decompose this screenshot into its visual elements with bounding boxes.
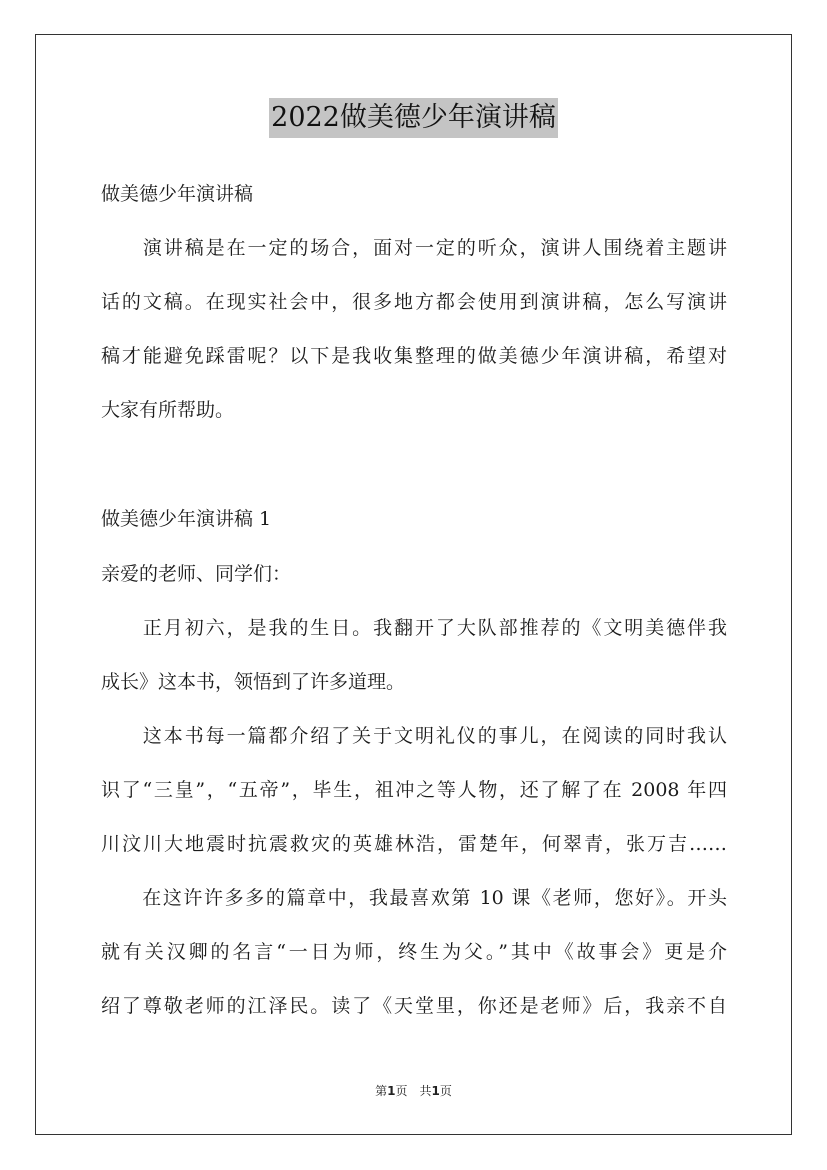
footer-page-number: 1 [387,1084,396,1098]
section-heading: 做美德少年演讲稿 1 [101,508,272,530]
paragraph-line: 稿才能避免踩雷呢？以下是我收集整理的做美德少年演讲稿，希望对 [101,345,727,367]
paragraph-line: 话的文稿。在现实社会中，很多地方都会使用到演讲稿，怎么写演讲 [101,291,727,313]
paragraph-line: 这本书每一篇都介绍了关于文明礼仪的事儿，在阅读的同时我认 [101,725,727,747]
paragraph-line: 正月初六，是我的生日。我翻开了大队部推荐的《文明美德伴我 [101,617,727,639]
paragraph-line: 大家有所帮助。 [101,399,235,421]
document-title: 2022做美德少年演讲稿 [269,98,558,138]
paragraph-line: 就有关汉卿的名言“一日为师，终生为父。”其中《故事会》更是介 [101,941,727,963]
footer-page-suffix: 页 [439,1084,452,1098]
footer-page-mid: 页 共 [395,1084,432,1098]
page-footer [0,1083,827,1099]
salutation: 亲爱的老师、同学们： [101,563,292,585]
paragraph-line: 川汶川大地震时抗震救灾的英雄林浩，雷楚年，何翠青，张万吉…… [101,833,727,855]
paragraph-line: 在这许许多多的篇章中，我最喜欢第 10 课《老师，您好》。开头 [101,887,727,909]
title-container [0,98,827,138]
paragraph-line: 绍了尊敬老师的江泽民。读了《天堂里，你还是老师》后，我亲不自 [101,995,727,1017]
paragraph-line: 成长》这本书，领悟到了许多道理。 [101,671,406,693]
document-subtitle: 做美德少年演讲稿 [101,183,254,205]
footer-page-total: 1 [431,1084,440,1098]
paragraph-line: 识了“三皇”，“五帝”，毕生，祖冲之等人物，还了解了在 2008 年四 [101,779,727,801]
footer-page-prefix: 第 [375,1084,388,1098]
paragraph-line: 演讲稿是在一定的场合，面对一定的听众，演讲人围绕着主题讲 [101,237,727,259]
